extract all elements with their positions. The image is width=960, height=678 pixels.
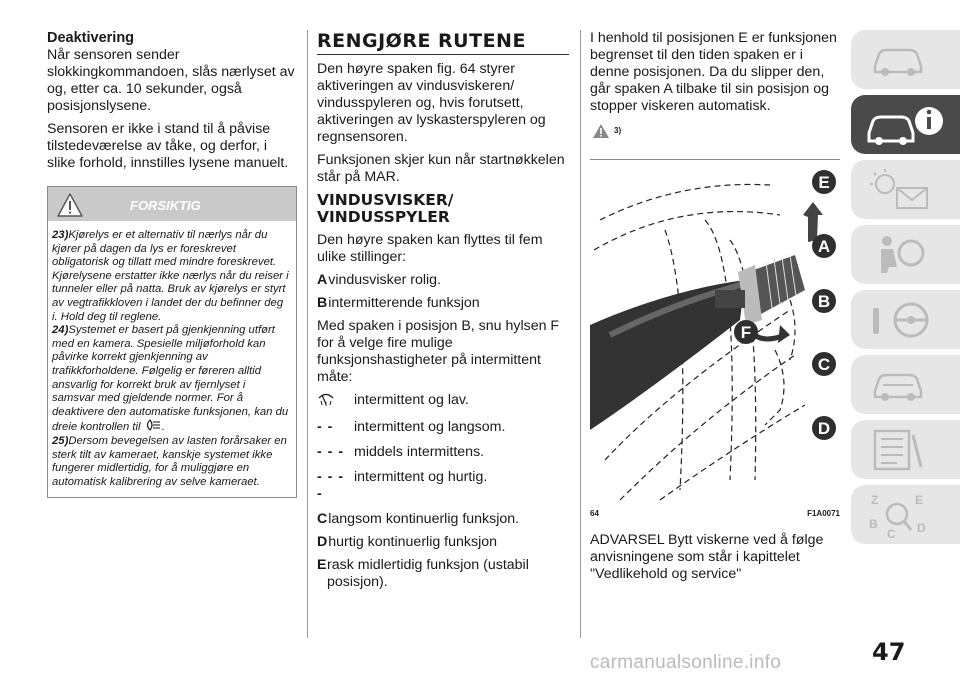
tab-emergency[interactable] [851,355,960,414]
column-divider [307,30,308,638]
warning-icon [592,123,610,139]
svg-text:D: D [917,521,926,535]
column-1 [47,30,297,498]
list-text: vindusvisker rolig. [328,272,442,288]
figure-label-C [812,352,836,376]
list-item [317,272,569,289]
list-text: langsom kontinuerlig funksjon. [328,511,520,527]
svg-text:C: C [817,355,831,374]
tab-maintenance[interactable] [851,420,960,479]
figure-label-D [812,416,836,440]
speed-text: middels intermittens. [354,444,485,460]
tab-safety[interactable] [851,225,960,284]
tab-dashboard-lights[interactable] [851,160,960,219]
caution-header [48,187,296,221]
caution-box [47,186,297,498]
page-number: 47 [872,638,906,666]
speed-symbol [317,392,354,411]
svg-text:E: E [818,173,830,192]
paragraph: Sensoren er ikke i stand til å påvise tilstedeværelse av tåke, og derfor, i slike forhold, innstilles lysene manuelt. [47,121,289,171]
footer-watermark: carmanualsonline.info [590,652,782,673]
tab-starting-driving[interactable] [851,290,960,349]
headlight-auto-icon [144,419,162,431]
list-letter: D [317,534,328,550]
svg-text:Z: Z [871,493,879,507]
svg-text:E: E [915,493,924,507]
speed-text: intermittent og hurtig. [354,469,488,485]
speed-symbol: - - - - [317,469,345,502]
speed-item [317,469,569,503]
figure-code: F1A0071 [807,509,840,518]
note-item [52,324,291,435]
tab-index[interactable] [851,485,960,544]
alphabet-search-icon [865,490,935,540]
note-text: Dersom bevegelsen av lasten forårsaker en sterk tilt av kameraet, kanskje systemet ikke fungerer midlertidig, for å muliggjøre en automatisk kalibrering av selve kameraet. [52,434,287,488]
list-letter: E [317,557,327,573]
note-reference-row [590,121,840,147]
note-item [52,435,291,489]
checklist-icon [869,427,929,473]
speed-text: intermittent og lav. [354,392,469,408]
wiper-icon [317,392,335,406]
svg-text:D: D [817,419,831,438]
note-item [52,229,291,324]
speed-text: intermittent og langsom. [354,419,506,435]
list-text: rask midlertidig funksjon (ustabil posisjon). [327,557,529,590]
figure-label-A [812,234,836,258]
section-heading-deaktivering: Deaktivering [47,30,135,46]
tab-knowing-car[interactable] [851,95,960,154]
paragraph: Den høyre spaken kan flyttes til fem ulike stillinger: [317,232,543,265]
tab-car-overview[interactable] [851,30,960,89]
paragraph: Når sensoren sender slokkingkommandoen, slås nærlyset av og, etter ca. 10 sekunder, også posisjonslysene. [47,47,295,114]
note-text: Kjørelys er et alternativ til nærlys når du kjører på dagen da lys er foreskrevet obligatorisk og tillatt med mindre foreskrevet. Kjørelysene erstatter ikke nærlys når du reiser i tunneler eller på natta. Bruk av kjørelys er styrt av vegtrafikkloven i landet der du befinner deg i. Hold deg til reglene. [52,229,289,323]
speed-symbol: - - [317,419,334,435]
figure-label-E [812,170,836,194]
list-item [317,511,569,528]
paragraph: ADVARSEL Bytt viskerne ved å følge anvisningene som står i kapittelet "Vedlikehold og service" [590,532,824,582]
caution-title: FORSIKTIG [130,198,201,213]
note-ref: 3) [614,126,622,135]
figure-label-B [812,289,836,313]
svg-text:B: B [817,292,831,311]
figure-caption [590,509,840,518]
speed-item [317,444,569,461]
figure-number: 64 [590,509,599,518]
svg-text:F: F [740,323,752,342]
list-item [317,534,569,551]
svg-text:B: B [869,517,878,531]
car-emergency-icon [869,365,929,405]
list-item [317,295,569,312]
figure-label-F [734,320,758,344]
speed-symbol: - - - [317,444,345,460]
list-letter: C [317,511,328,527]
list-letter: B [317,295,328,311]
wiper-lever-figure [590,160,840,505]
warning-light-icon [867,168,937,212]
note-text: Systemet er basert på gjenkjenning utført med en kamera. Spesielle miljøforhold kan påvirke korrekt gjenkjenning av trafikkforholdene. Følgelig er føreren alltid ansvarlig for korrekt bruk av fjernlyset i samsvar med gjeldende normer. For å deaktivere den automatiske funksjonen, kan du dreie kontrollen til [52,324,289,434]
chapter-tabs [851,30,960,550]
speed-item [317,419,569,436]
column-divider [580,30,581,638]
note-ref: 25) [52,434,69,447]
note-ref: 24) [52,324,69,337]
steering-wheel-icon [867,298,937,342]
paragraph: Med spaken i posisjon B, snu hylsen F for å velge fire mulige funksjonshastigheter på intermittent måte: [317,318,560,385]
note-suffix: . [161,421,165,434]
note-ref: 23) [52,229,69,241]
list-text: intermitterende funksjon [328,295,480,311]
section-title: RENGJØRE RUTENE [317,30,569,55]
list-item [317,557,569,591]
subsection-title: VINDUSVISKER/ VINDUSSPYLER [317,191,454,226]
airbag-icon [871,233,931,277]
paragraph: Funksjonen skjer kun når startnøkkelen står på MAR. [317,152,565,185]
paragraph: Den høyre spaken fig. 64 styrer aktiveringen av vindusviskeren/ vindusspyleren og, hvis forutsett, aktiveringen av lyskasterspyleren og regnsensoren. [317,61,546,145]
list-letter: A [317,272,328,288]
car-info-icon [865,103,945,149]
svg-text:A: A [817,237,831,256]
caution-notes [48,221,296,497]
list-text: hurtig kontinuerlig funksjon [328,534,498,550]
svg-text:C: C [887,527,896,540]
speed-item [317,392,569,411]
column-2 [317,30,569,597]
car-icon [869,40,929,80]
paragraph: I henhold til posisjonen E er funksjonen begrenset til den tiden spaken er i denne posisjonen. Da du slipper den, går spaken A tilbake til sin posisjon og stopper viskeren automatisk. [590,30,837,114]
column-3 [590,30,840,589]
warning-icon [57,193,83,217]
